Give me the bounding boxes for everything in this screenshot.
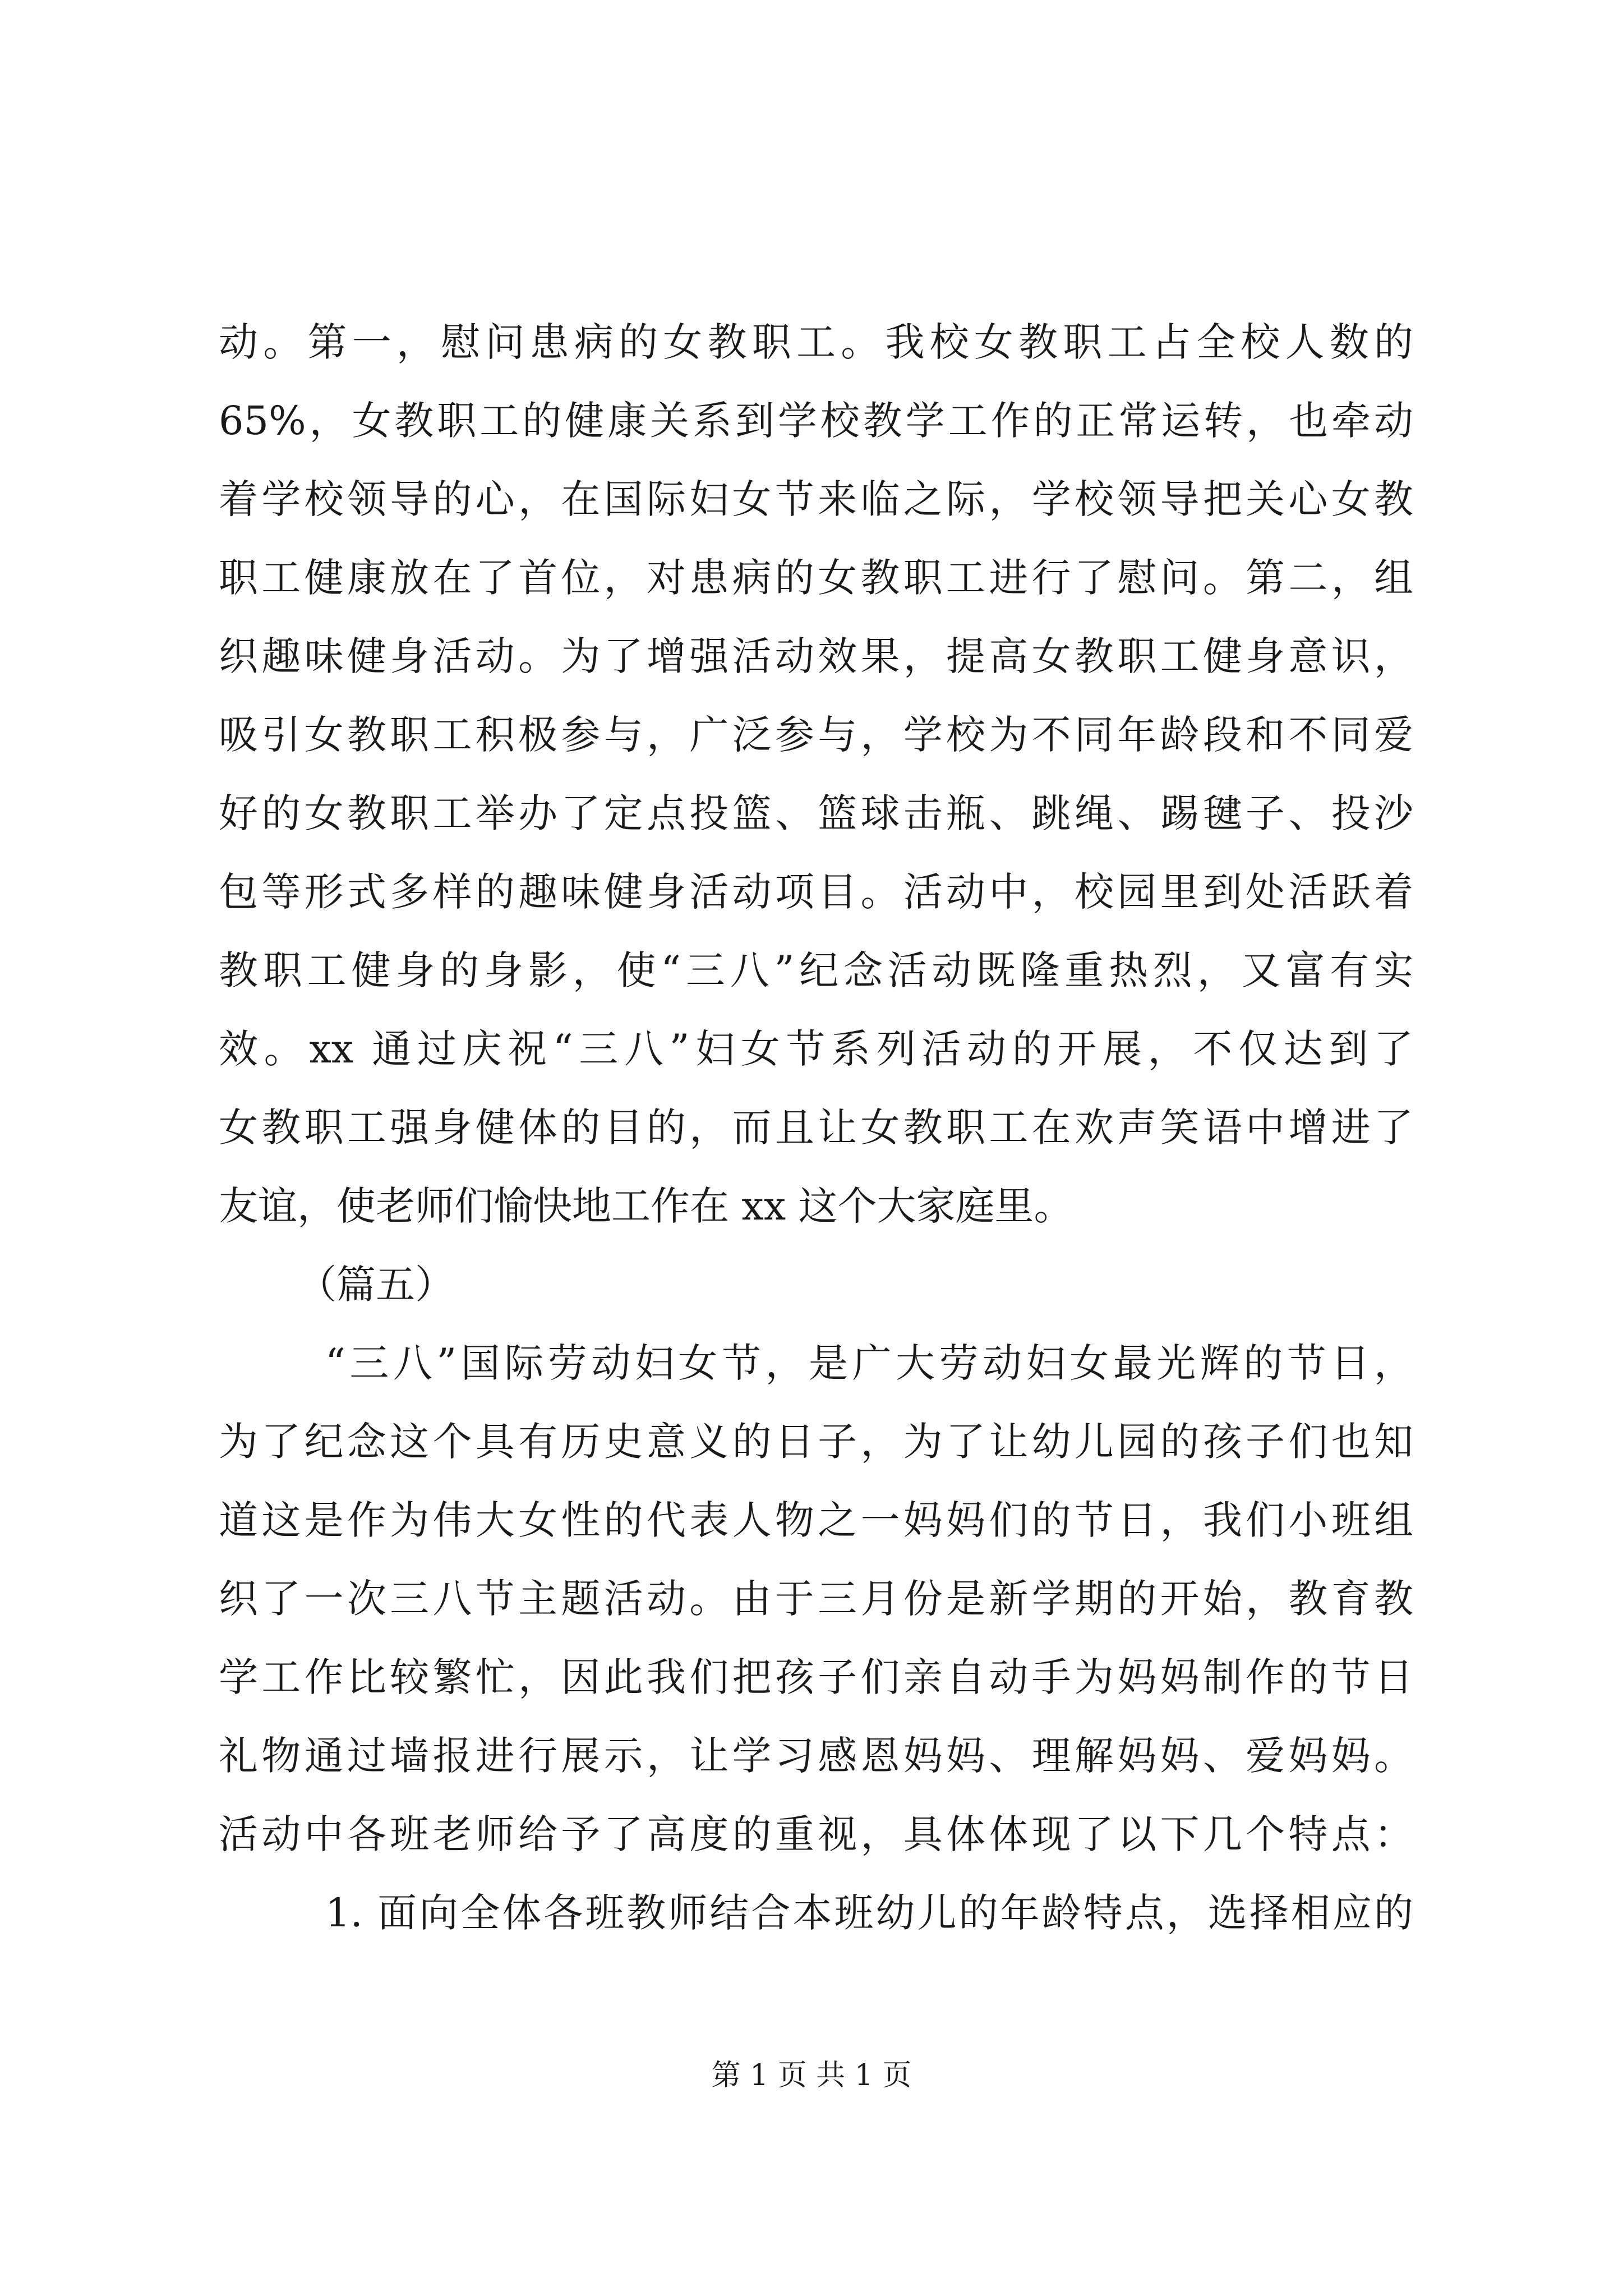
body-line: 织趣味健身活动。为了增强活动效果，提高女教职工健身意识， [219,633,1413,679]
page-footer: 第 1 页 共 1 页 [711,2059,912,2092]
body-line: 为了纪念这个具有历史意义的日子，为了让幼儿园的孩子们也知 [219,1419,1413,1465]
body-line: 学工作比较繁忙，因此我们把孩子们亲自动手为妈妈制作的节日 [219,1654,1413,1700]
body-line: 吸引女教职工积极参与，广泛参与，学校为不同年龄段和不同爱 [219,712,1413,758]
body-line-paragraph-end: 友谊，使老师们愉快地工作在 xx 这个大家庭里。 [219,1183,1073,1229]
body-line: 道这是作为伟大女性的代表人物之一妈妈们的节日，我们小班组 [219,1497,1413,1543]
body-line: 好的女教职工举办了定点投篮、篮球击瓶、跳绳、踢毽子、投沙 [219,790,1413,836]
body-line-paragraph-start: “三八”国际劳动妇女节，是广大劳动妇女最光辉的节日， [325,1340,1413,1386]
body-line: 职工健康放在了首位，对患病的女教职工进行了慰问。第二，组 [219,555,1413,601]
body-line: 织了一次三八节主题活动。由于三月份是新学期的开始，教育教 [219,1576,1413,1622]
body-line: 65%，女教职工的健康关系到学校教学工作的正常运转，也牵动 [219,398,1413,444]
list-item-line: 1. 面向全体各班教师结合本班幼儿的年龄特点，选择相应的 [325,1890,1413,1936]
body-line: 动。第一，慰问患病的女教职工。我校女教职工占全校人数的 [219,319,1413,365]
body-line: 教职工健身的身影，使“三八”纪念活动既隆重热烈，又富有实 [219,947,1413,993]
body-line: 礼物通过墙报进行展示，让学习感恩妈妈、理解妈妈、爱妈妈。 [219,1733,1413,1779]
body-line: 着学校领导的心，在国际妇女节来临之际，学校领导把关心女教 [219,476,1413,522]
body-line: 包等形式多样的趣味健身活动项目。活动中，校园里到处活跃着 [219,869,1413,915]
section-heading: （篇五） [297,1262,454,1308]
body-line: 效。xx 通过庆祝“三八”妇女节系列活动的开展，不仅达到了 [219,1026,1413,1072]
body-line: 女教职工强身健体的目的，而且让女教职工在欢声笑语中增进了 [219,1105,1413,1151]
body-line: 活动中各班老师给予了高度的重视，具体体现了以下几个特点： [219,1811,1413,1857]
